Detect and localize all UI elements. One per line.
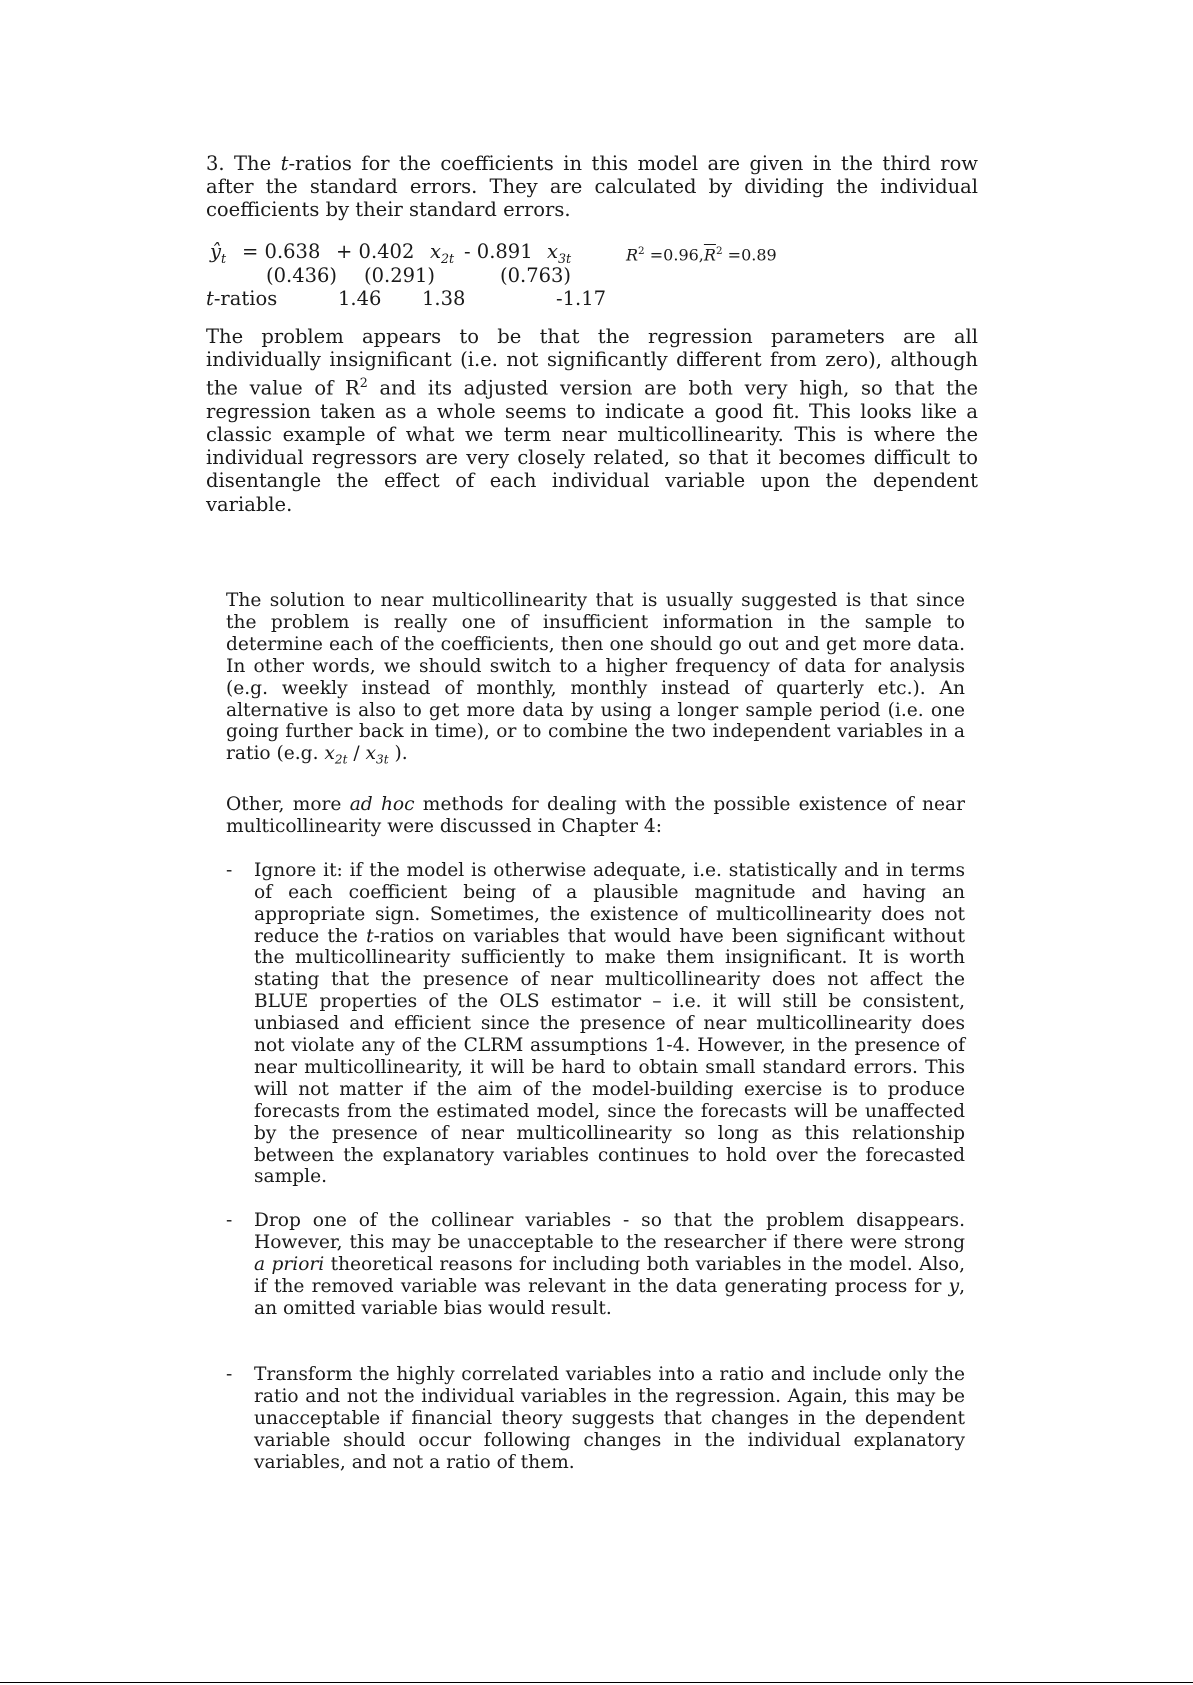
paragraph-ad-hoc: Other, more ad hoc methods for dealing with the possible existence of near multicollinearity were discussed in Chapter 4:: [226, 793, 965, 837]
var-x3: $x_{3t}$: [547, 239, 572, 266]
section-solutions: [226, 590, 965, 1473]
se-x3: (0.763): [500, 263, 572, 287]
bullet-dash: -: [226, 1363, 233, 1385]
paragraph-text: -ratios for the coefficients in this model are given in the third row after the standard errors. They are calculated by dividing the individual coefficients by their standard errors.: [206, 152, 979, 222]
coef-x3: - 0.891: [464, 239, 533, 263]
section-regression-results: [206, 152, 978, 516]
r-squared: $R^2 =0.96,\overline{R}^2 =0.89$: [626, 244, 777, 264]
se-x2: (0.291): [364, 263, 436, 287]
t-x3: -1.17: [556, 286, 607, 310]
bullet-dash: -: [226, 859, 233, 881]
list-item: - Ignore it: if the model is otherwise adequate, i.e. statistically and in terms of each coefficient being of a plausible magnitude and having an appropriate sign. Sometimes, the existence of multicollinearity does not reduce the t-ratios on variables that would have been significant without the multicollinearity sufficiently to make them insignificant. It is worth stating that the presence of near multicollinearity does not affect the BLUE properties of the OLS estimator – i.e. it will still be consistent, unbiased and efficient since the presence of near multicollinearity does not violate any of the CLRM assumptions 1-4. However, in the presence of near multicollinearity, it will be hard to obtain small standard errors. This will not matter if the aim of the model-building exercise is to produce forecasts from the estimated model, since the forecasts will be unaffected by the presence of near multicollinearity so long as this relationship between the explanatory variables continues to hold over the forecasted sample.: [226, 859, 965, 1188]
coef-x2: + 0.402: [336, 239, 415, 263]
paragraph-problem: The problem appears to be that the regression parameters are all individually insignificant (i.e. not significantly different from zero), although the value of $R^2$ and its adjusted version are both very high, so that the regression taken as a whole seems to indicate a good fit. This looks like a classic example of what we term near multicollinearity. This is where the individual regressors are very closely related, so that it becomes difficult to disentangle the effect of each individual variable upon the dependent variable.: [206, 324, 978, 516]
t-ratios-label: t-ratios: [206, 286, 278, 310]
se-intercept: (0.436): [266, 263, 338, 287]
bullet-dash: -: [226, 1210, 233, 1232]
t-intercept: 1.46: [338, 286, 382, 310]
var-x2: $x_{2t}$: [430, 239, 455, 266]
item-number: 3. The: [206, 152, 281, 175]
list-item: - Transform the highly correlated variables into a ratio and include only the ratio and not the individual variables in the regression. Again, this may be unacceptable if financial theory suggests that changes in the dependent variable should occur following changes in the individual explanatory variables, and not a ratio of them.: [226, 1363, 965, 1473]
list-item: - Drop one of the collinear variables - so that the problem disappears. However, this may be unacceptable to the researcher if there were strong a priori theoretical reasons for including both variables in the model. Also, if the removed variable was relevant in the data generating process for y, an omitted variable bias would result.: [226, 1210, 965, 1319]
methods-list: [226, 860, 965, 1474]
y-hat: $ŷ_t$: [210, 239, 227, 266]
paragraph-t-ratios: [206, 152, 978, 222]
regression-equation: [206, 240, 978, 310]
paragraph-solution: The solution to near multicollinearity that is usually suggested is that since the problem is really one of insufficient information in the sample to determine each of the coefficients, then one should go out and get more data. In other words, we should switch to a higher frequency of data for analysis (e.g. weekly instead of monthly, monthly instead of quarterly etc.). An alternative is also to get more data by using a longer sample period (i.e. one going further back in time), or to combine the two independent variables in a ratio (e.g. $x_{2t} / x_{3t}$ ).: [226, 590, 965, 768]
intercept: = 0.638: [242, 239, 321, 263]
page-bottom-rule: [0, 1682, 1193, 1683]
italic-t: t: [280, 152, 289, 175]
t-x2: 1.38: [422, 286, 466, 310]
